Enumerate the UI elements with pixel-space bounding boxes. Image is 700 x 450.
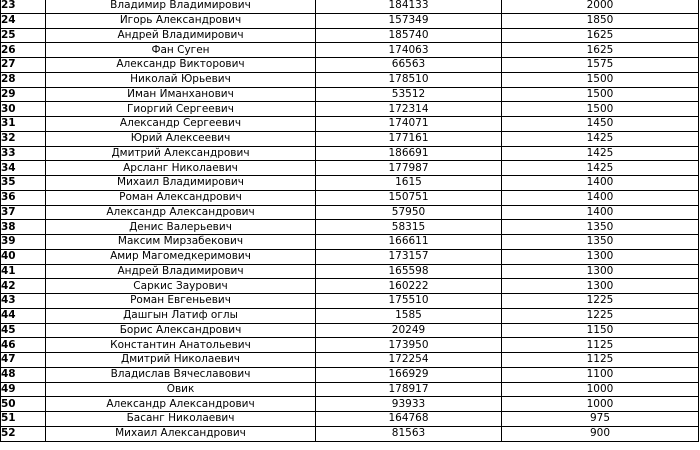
person-name-cell[interactable]: Владимир Владимирович (46, 0, 316, 13)
table-row (1, 72, 699, 87)
table-row (1, 426, 699, 441)
person-name-cell[interactable]: Николай Юрьевич (46, 72, 316, 87)
score-cell[interactable]: 1225 (502, 308, 699, 323)
row-number-cell[interactable]: 38 (1, 220, 46, 235)
table-row (1, 87, 699, 102)
row-number-cell[interactable]: 36 (1, 190, 46, 205)
score-cell[interactable]: 1100 (502, 367, 699, 382)
score-cell[interactable]: 1425 (502, 131, 699, 146)
id-cell[interactable]: 1615 (316, 176, 502, 191)
person-name-cell[interactable]: Александр Александрович (46, 397, 316, 412)
table-row (1, 190, 699, 205)
person-name-cell[interactable]: Андрей Владимирович (46, 264, 316, 279)
score-cell[interactable]: 1350 (502, 220, 699, 235)
id-cell[interactable]: 20249 (316, 323, 502, 338)
table-row (1, 28, 699, 43)
table-row (1, 367, 699, 382)
table-row (1, 117, 699, 132)
person-name-cell[interactable]: Роман Евгеньевич (46, 294, 316, 309)
row-number-cell[interactable]: 45 (1, 323, 46, 338)
table-row (1, 176, 699, 191)
table-row (1, 264, 699, 279)
row-number-cell[interactable]: 31 (1, 117, 46, 132)
id-cell[interactable]: 177161 (316, 131, 502, 146)
id-cell[interactable]: 184133 (316, 0, 502, 13)
table-row (1, 294, 699, 309)
row-number-cell[interactable]: 39 (1, 235, 46, 250)
table-row (1, 102, 699, 117)
score-cell[interactable]: 1150 (502, 323, 699, 338)
id-cell[interactable]: 150751 (316, 190, 502, 205)
person-name-cell[interactable]: Арсланг Николаевич (46, 161, 316, 176)
id-cell[interactable]: 172314 (316, 102, 502, 117)
table-row (1, 58, 699, 73)
table-row (1, 146, 699, 161)
score-cell[interactable]: 1300 (502, 264, 699, 279)
row-number-cell[interactable]: 35 (1, 176, 46, 191)
person-name-cell[interactable]: Михаил Владимирович (46, 176, 316, 191)
id-cell[interactable]: 160222 (316, 279, 502, 294)
person-name-cell[interactable]: Владислав Вячеславович (46, 367, 316, 382)
row-number-cell[interactable]: 42 (1, 279, 46, 294)
person-name-cell[interactable]: Дмитрий Александрович (46, 146, 316, 161)
row-number-cell[interactable]: 29 (1, 87, 46, 102)
row-number-cell[interactable]: 28 (1, 72, 46, 87)
row-number-cell[interactable]: 32 (1, 131, 46, 146)
id-cell[interactable]: 172254 (316, 353, 502, 368)
id-cell[interactable]: 165598 (316, 264, 502, 279)
id-cell[interactable]: 93933 (316, 397, 502, 412)
table-row (1, 13, 699, 28)
id-cell[interactable]: 173157 (316, 249, 502, 264)
person-name-cell[interactable]: Борис Александрович (46, 323, 316, 338)
id-cell[interactable]: 177987 (316, 161, 502, 176)
score-cell[interactable]: 1425 (502, 161, 699, 176)
person-name-cell[interactable]: Юрий Алексеевич (46, 131, 316, 146)
person-name-cell[interactable]: Александр Викторович (46, 58, 316, 73)
table-row (1, 205, 699, 220)
person-name-cell[interactable]: Гиоргий Сергеевич (46, 102, 316, 117)
score-cell[interactable]: 1400 (502, 176, 699, 191)
person-name-cell[interactable]: Константин Анатольевич (46, 338, 316, 353)
id-cell[interactable]: 185740 (316, 28, 502, 43)
person-name-cell[interactable]: Игорь Александрович (46, 13, 316, 28)
score-cell[interactable]: 1300 (502, 249, 699, 264)
table-row (1, 382, 699, 397)
score-cell[interactable]: 1000 (502, 382, 699, 397)
person-name-cell[interactable]: Андрей Владимирович (46, 28, 316, 43)
row-number-cell[interactable]: 41 (1, 264, 46, 279)
person-name-cell[interactable]: Овик (46, 382, 316, 397)
score-cell[interactable]: 900 (502, 426, 699, 441)
person-name-cell[interactable]: Михаил Александрович (46, 426, 316, 441)
id-cell[interactable]: 58315 (316, 220, 502, 235)
row-number-cell[interactable]: 24 (1, 13, 46, 28)
id-cell[interactable]: 81563 (316, 426, 502, 441)
id-cell[interactable]: 1585 (316, 308, 502, 323)
id-cell[interactable]: 53512 (316, 87, 502, 102)
person-name-cell[interactable]: Иман Иманханович (46, 87, 316, 102)
score-cell[interactable]: 1450 (502, 117, 699, 132)
row-number-cell[interactable]: 40 (1, 249, 46, 264)
score-cell[interactable]: 1500 (502, 102, 699, 117)
row-number-cell[interactable]: 47 (1, 353, 46, 368)
table-body (1, 0, 699, 441)
id-cell[interactable]: 66563 (316, 58, 502, 73)
id-cell[interactable]: 173950 (316, 338, 502, 353)
score-cell[interactable]: 1125 (502, 353, 699, 368)
score-cell[interactable]: 1125 (502, 338, 699, 353)
row-number-cell[interactable]: 49 (1, 382, 46, 397)
table-row (1, 131, 699, 146)
id-cell[interactable]: 164768 (316, 412, 502, 427)
table-row (1, 397, 699, 412)
score-cell[interactable]: 1625 (502, 28, 699, 43)
table-row (1, 249, 699, 264)
id-cell[interactable]: 57950 (316, 205, 502, 220)
row-number-cell[interactable]: 44 (1, 308, 46, 323)
id-cell[interactable]: 178917 (316, 382, 502, 397)
row-number-cell[interactable]: 48 (1, 367, 46, 382)
person-name-cell[interactable]: Денис Валерьевич (46, 220, 316, 235)
row-number-cell[interactable]: 27 (1, 58, 46, 73)
person-name-cell[interactable]: Басанг Николаевич (46, 412, 316, 427)
table-row (1, 161, 699, 176)
person-name-cell[interactable]: Амир Магомедкеримович (46, 249, 316, 264)
row-number-cell[interactable]: 43 (1, 294, 46, 309)
score-cell[interactable]: 1000 (502, 397, 699, 412)
row-number-cell[interactable]: 46 (1, 338, 46, 353)
row-number-cell[interactable]: 33 (1, 146, 46, 161)
row-number-cell[interactable]: 50 (1, 397, 46, 412)
score-cell[interactable]: 1500 (502, 72, 699, 87)
score-cell[interactable]: 1625 (502, 43, 699, 58)
table-row (1, 338, 699, 353)
score-cell[interactable]: 1500 (502, 87, 699, 102)
score-cell[interactable]: 1300 (502, 279, 699, 294)
row-number-cell[interactable]: 52 (1, 426, 46, 441)
table-row (1, 0, 699, 13)
table-row (1, 235, 699, 250)
id-cell[interactable]: 166611 (316, 235, 502, 250)
person-name-cell[interactable]: Александр Александрович (46, 205, 316, 220)
score-cell[interactable]: 975 (502, 412, 699, 427)
table-row (1, 43, 699, 58)
id-cell[interactable]: 174071 (316, 117, 502, 132)
person-name-cell[interactable]: Саркис Заурович (46, 279, 316, 294)
score-cell[interactable]: 1350 (502, 235, 699, 250)
score-cell[interactable]: 1425 (502, 146, 699, 161)
table-row (1, 279, 699, 294)
score-cell[interactable]: 1575 (502, 58, 699, 73)
row-number-cell[interactable]: 37 (1, 205, 46, 220)
person-name-cell[interactable]: Максим Мирзабекович (46, 235, 316, 250)
table-row (1, 220, 699, 235)
person-name-cell[interactable]: Фан Суген (46, 43, 316, 58)
table-row (1, 323, 699, 338)
id-cell[interactable]: 175510 (316, 294, 502, 309)
score-cell[interactable]: 2000 (502, 0, 699, 13)
id-cell[interactable]: 186691 (316, 146, 502, 161)
row-number-cell[interactable]: 25 (1, 28, 46, 43)
table-row (1, 308, 699, 323)
row-number-cell[interactable]: 34 (1, 161, 46, 176)
person-name-cell[interactable]: Дмитрий Николаевич (46, 353, 316, 368)
id-cell[interactable]: 157349 (316, 13, 502, 28)
row-number-cell[interactable]: 51 (1, 412, 46, 427)
score-cell[interactable]: 1225 (502, 294, 699, 309)
row-number-cell[interactable]: 23 (1, 0, 46, 13)
score-cell[interactable]: 1850 (502, 13, 699, 28)
row-number-cell[interactable]: 30 (1, 102, 46, 117)
person-name-cell[interactable]: Роман Александрович (46, 190, 316, 205)
id-cell[interactable]: 166929 (316, 367, 502, 382)
person-name-cell[interactable]: Дашгын Латиф оглы (46, 308, 316, 323)
person-name-cell[interactable]: Александр Сергеевич (46, 117, 316, 132)
row-number-cell[interactable]: 26 (1, 43, 46, 58)
id-cell[interactable]: 174063 (316, 43, 502, 58)
score-cell[interactable]: 1400 (502, 190, 699, 205)
score-cell[interactable]: 1400 (502, 205, 699, 220)
table-row (1, 353, 699, 368)
id-cell[interactable]: 178510 (316, 72, 502, 87)
table-row (1, 412, 699, 427)
